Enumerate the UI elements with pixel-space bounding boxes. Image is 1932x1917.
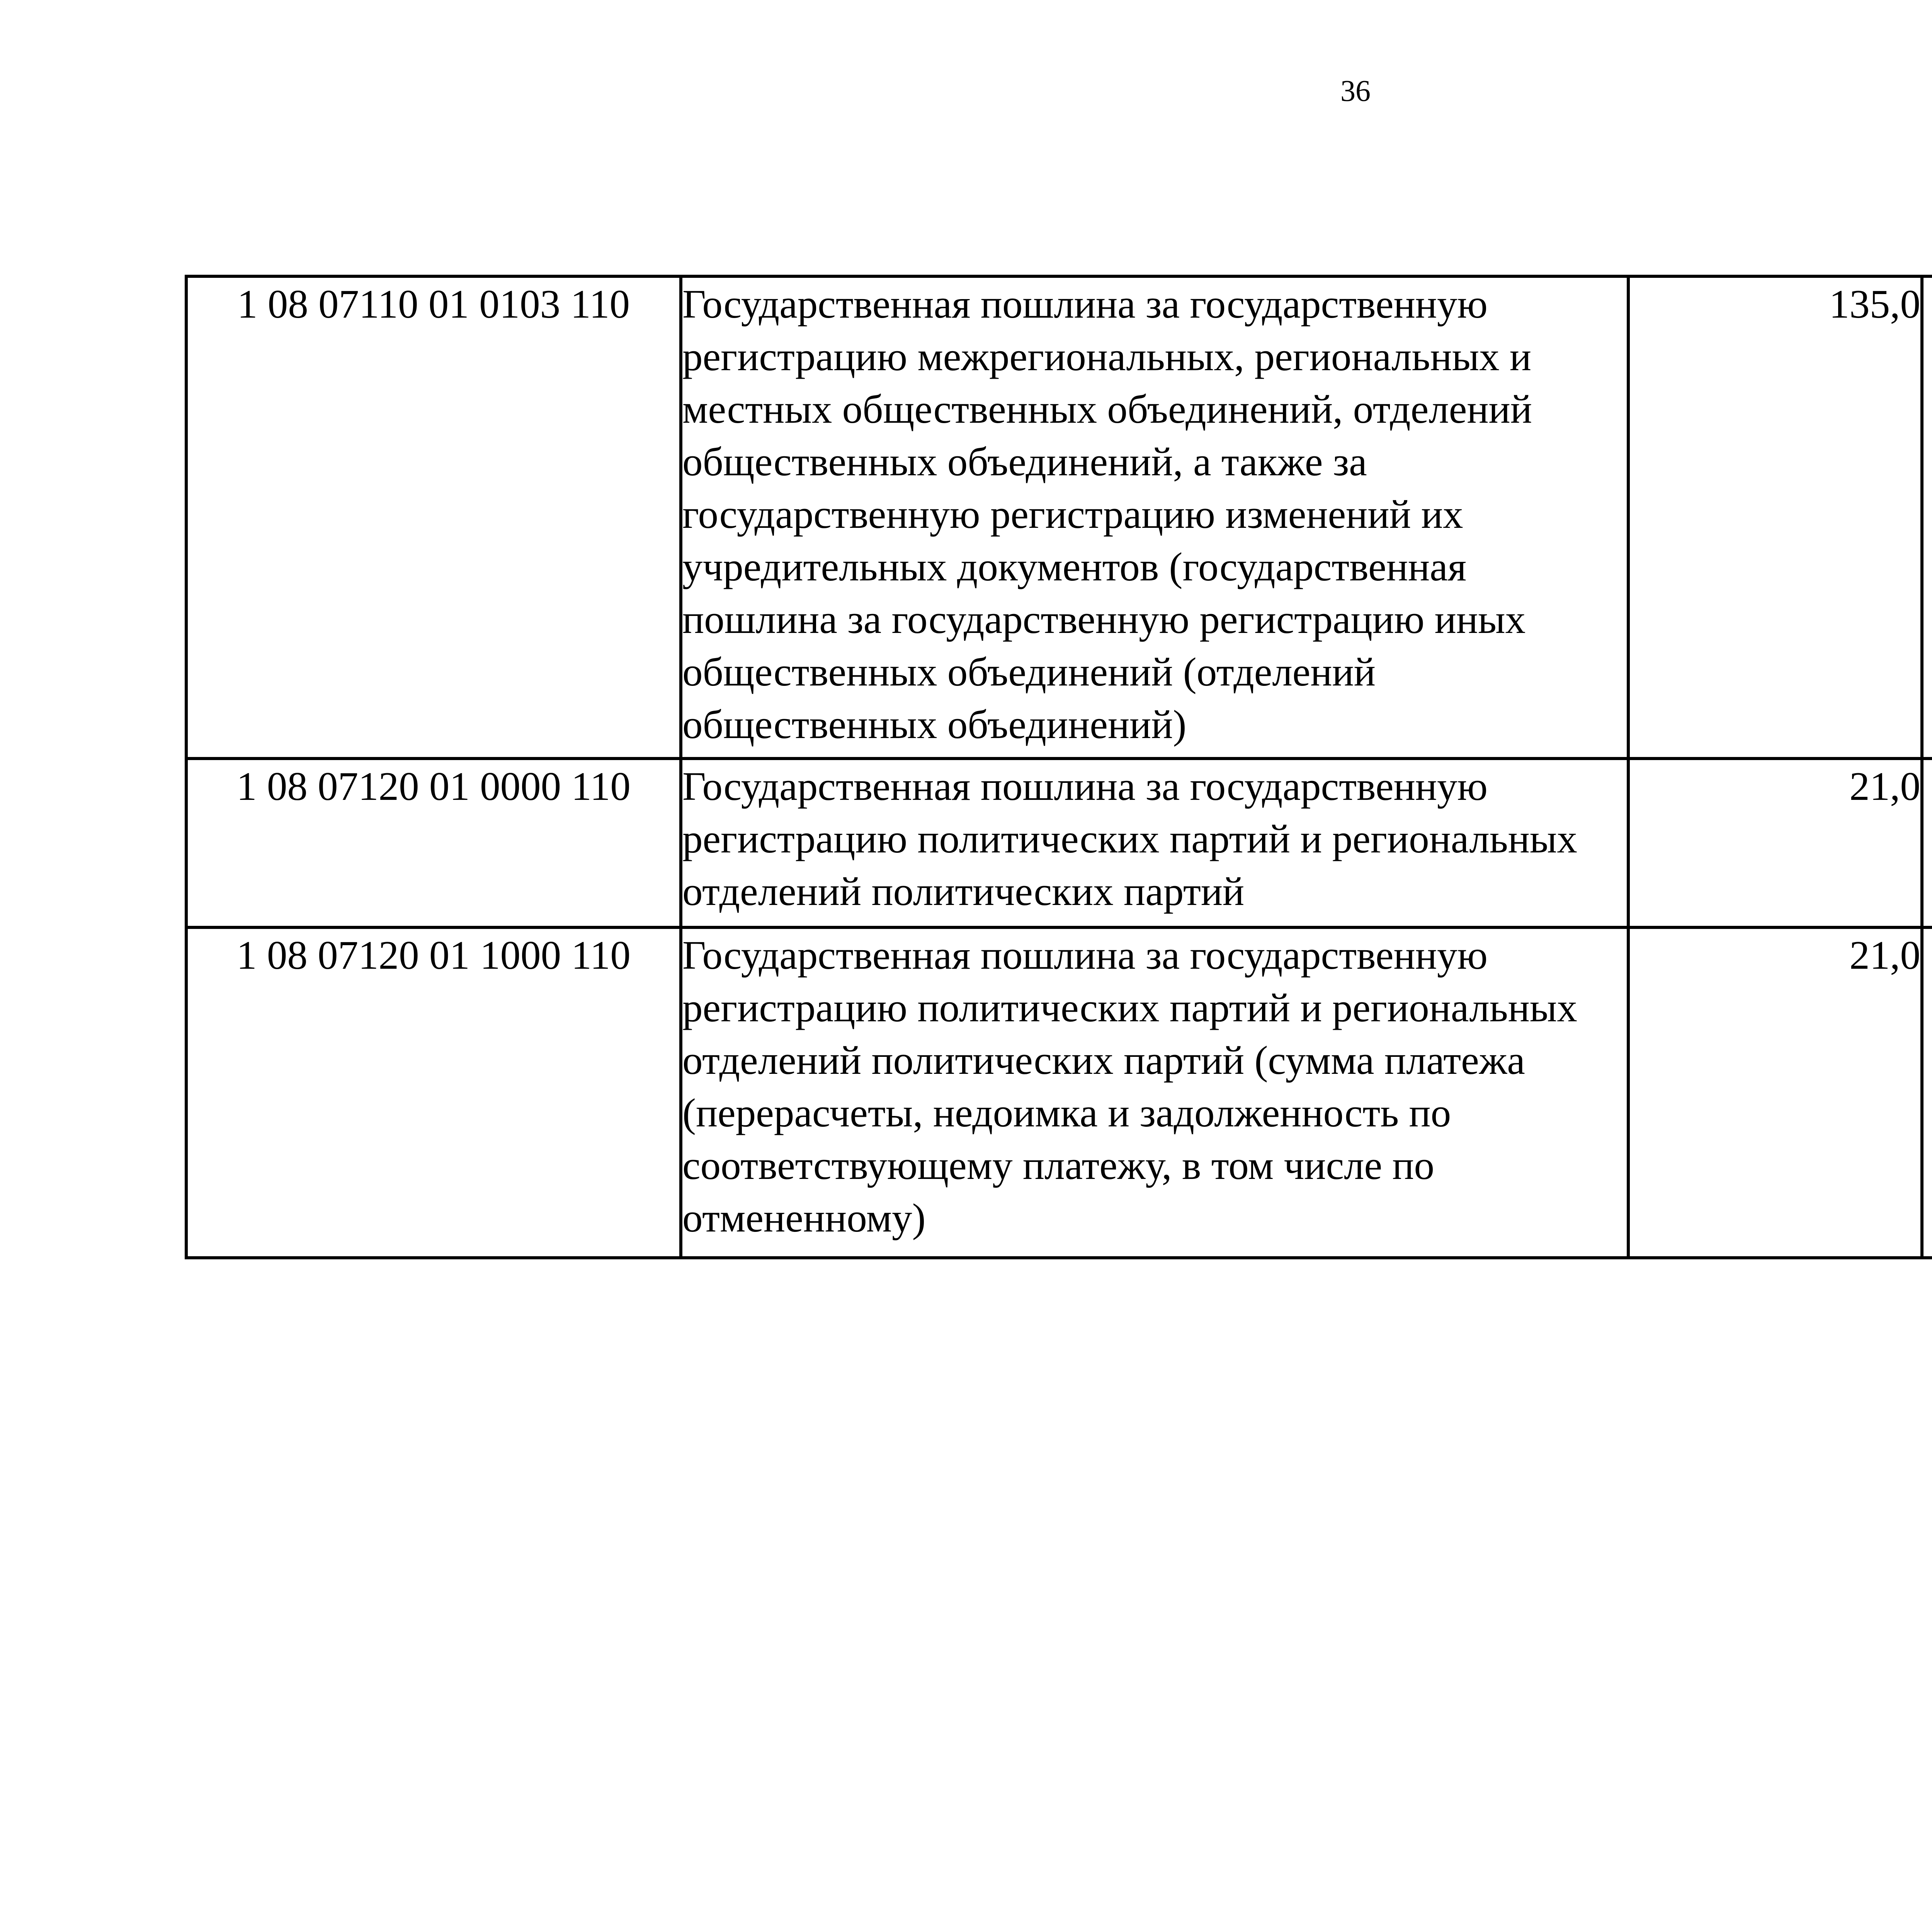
- table-row: [186, 276, 1932, 759]
- row-description: Государственная пошлина за государственную регистрацию политических партий и региональных отделений политических партий (сумма платежа (перерасчеты, недоимка и задолженность по соответствующему платежу, в том числе по отмененному): [681, 927, 1628, 1258]
- value-year-1: 21,0: [1628, 759, 1922, 927]
- table-row: [186, 927, 1932, 1258]
- value-year-2: [1922, 759, 1932, 927]
- budget-table: [185, 275, 1932, 1259]
- value-year-1: 135,0: [1628, 276, 1922, 759]
- value-year-1: 21,0: [1628, 927, 1922, 1258]
- row-description: Государственная пошлина за государственную регистрацию межрегиональных, региональных и местных общественных объединений, отделений общественных объединений, а также за государственную регистрацию изменений их учредительных документов (государственная пошлина за государственную регистрацию иных общественных объединений (отделений общественных объединений): [681, 276, 1628, 759]
- budget-code: 1 08 07120 01 1000 110: [186, 927, 681, 1258]
- budget-code: 1 08 07120 01 0000 110: [186, 759, 681, 927]
- value-year-2: [1922, 927, 1932, 1258]
- value-year-2: [1922, 276, 1932, 759]
- page-number: 36: [1340, 74, 1371, 107]
- budget-code: 1 08 07110 01 0103 110: [186, 276, 681, 759]
- row-description: Государственная пошлина за государственную регистрацию политических партий и региональных отделений политических партий: [681, 759, 1628, 927]
- table-row: [186, 759, 1932, 927]
